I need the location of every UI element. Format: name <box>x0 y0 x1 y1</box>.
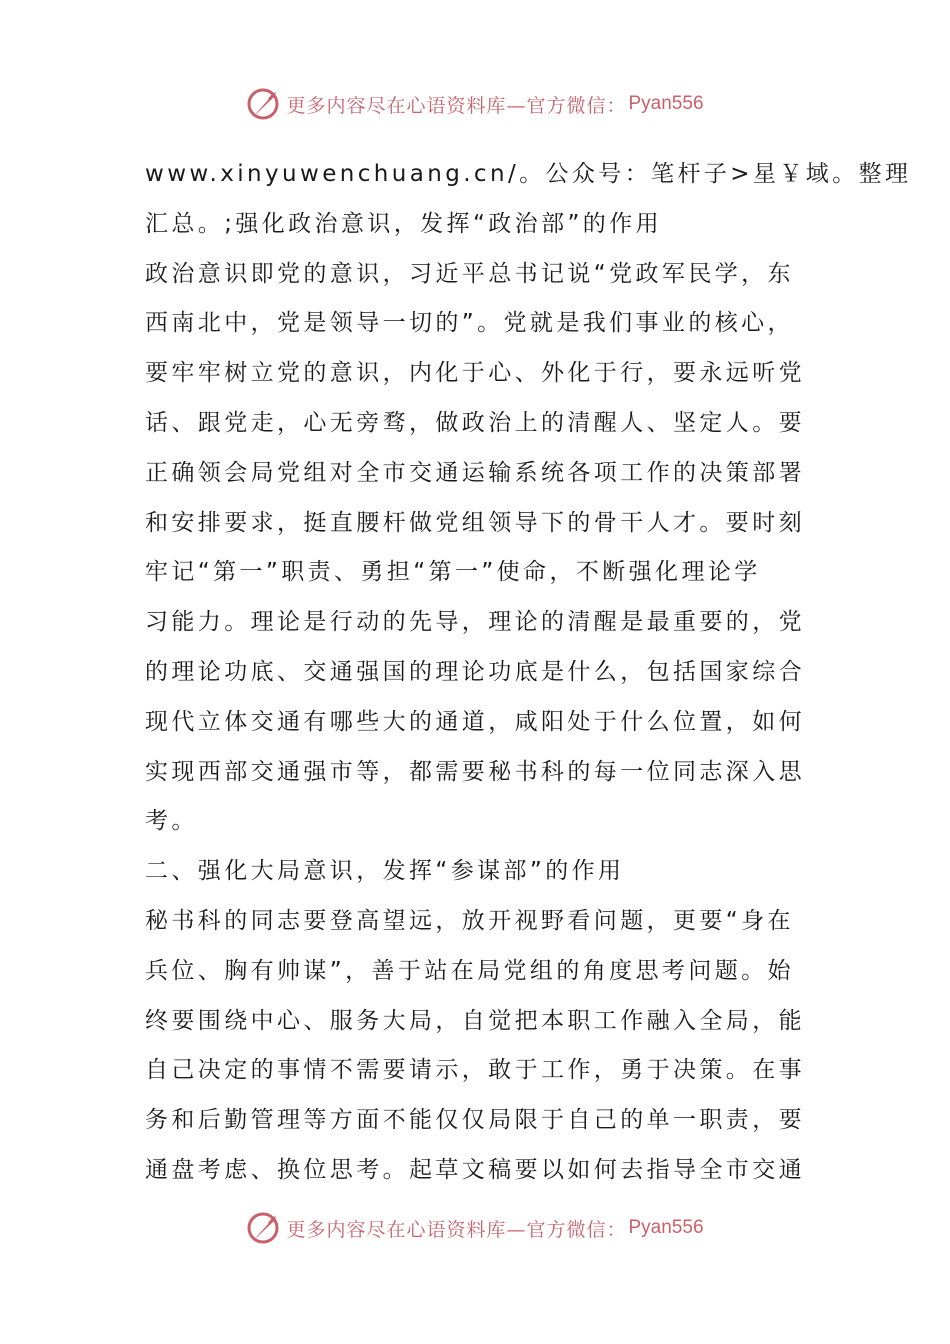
text-line: 习能力。理论是行动的先导，理论的清醒是最重要的，党 <box>145 609 805 636</box>
document-body <box>145 150 912 1196</box>
text-line: 秘书科的同志要登高望远，放开视野看问题，更要“身在 <box>145 907 794 934</box>
footer-banner <box>0 1206 950 1250</box>
footer-banner-text: 更多内容尽在心语资料库—官方微信： <box>286 1218 627 1241</box>
text-line: 牢记“第一”职责、勇担“第一”使命，不断强化理论学 <box>145 559 761 586</box>
text-line: 的理论功底、交通强国的理论功底是什么，包括国家综合 <box>145 658 805 685</box>
text-line: 西南北中，党是领导一切的”。党就是我们事业的核心， <box>145 310 794 337</box>
quill-pen-logo-icon <box>246 1210 282 1246</box>
text-line: 务和后勤管理等方面不能仅仅局限于自己的单一职责，要 <box>145 1107 805 1134</box>
quill-pen-logo-icon <box>246 86 282 122</box>
text-line: 正确领会局党组对全市交通运输系统各项工作的决策部署 <box>145 459 805 486</box>
text-line: 终要围绕中心、服务大局，自觉把本职工作融入全局，能 <box>145 1007 805 1034</box>
text-line: 和安排要求，挺直腰杆做党组领导下的骨干人才。要时刻 <box>145 509 805 536</box>
header-banner-handle: Pyan556 <box>628 93 704 114</box>
text-line: 自己决定的事情不需要请示，敢于工作，勇于决策。在事 <box>145 1057 805 1084</box>
header-banner <box>0 82 950 126</box>
text-line: 要牢牢树立党的意识，内化于心、外化于行，要永远听党 <box>145 360 805 387</box>
text-line: 考。 <box>145 808 198 835</box>
footer-banner-handle: Pyan556 <box>628 1217 704 1238</box>
section-heading: 二、强化大局意识，发挥“参谋部”的作用 <box>145 858 625 885</box>
text-line: 汇总。;强化政治意识，发挥“政治部”的作用 <box>145 210 662 237</box>
text-line: 兵位、胸有帅谋”，善于站在局党组的角度思考问题。始 <box>145 957 794 984</box>
text-line: 话、跟党走，心无旁骛，做政治上的清醒人、坚定人。要 <box>145 409 805 436</box>
text-line: 政治意识即党的意识，习近平总书记说“党政军民学，东 <box>145 260 794 287</box>
text-line: 实现西部交通强市等，都需要秘书科的每一位同志深入思 <box>145 758 805 785</box>
header-banner-text: 更多内容尽在心语资料库—官方微信： <box>286 94 627 117</box>
text-line: 通盘考虑、换位思考。起草文稿要以如何去指导全市交通 <box>145 1156 805 1183</box>
text-line: 现代立体交通有哪些大的通道，咸阳处于什么位置，如何 <box>145 708 805 735</box>
text-line: www.xinyuwenchuang.cn/。公众号：笔杆子>星￥域。整理 <box>145 161 912 187</box>
